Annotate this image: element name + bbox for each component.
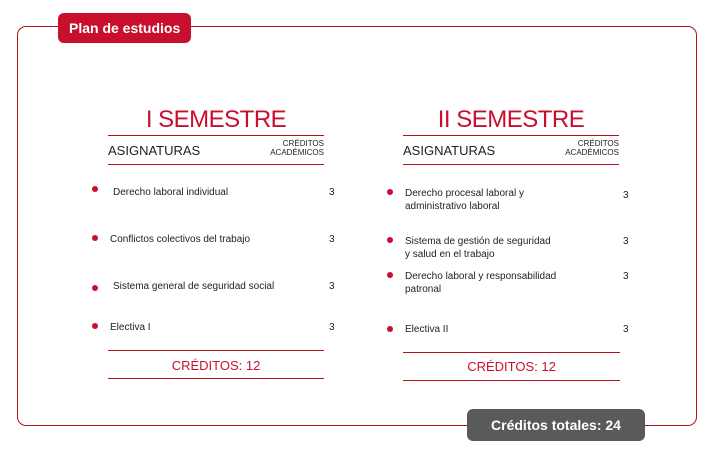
- semester-1-column-headers: [108, 136, 324, 164]
- course-credits: 3: [329, 322, 335, 333]
- bullet-icon: [387, 237, 393, 243]
- course-name: Sistema general de seguridad social: [113, 281, 275, 292]
- semester-1-credits-total: CRÉDITOS: 12: [171, 358, 261, 373]
- bullet-icon: [92, 285, 98, 291]
- semester-2-header: [403, 105, 619, 165]
- bullet-icon: [92, 235, 98, 241]
- divider: [403, 380, 620, 381]
- course-credits: 3: [329, 234, 335, 245]
- course-name: Derecho laboral y responsabilidad patronal: [405, 271, 557, 295]
- course-name: Derecho procesal laboral y administrativo laboral: [405, 188, 524, 212]
- subjects-header: ASIGNATURAS: [403, 143, 496, 158]
- bullet-icon: [387, 189, 393, 195]
- course-credits: 3: [329, 187, 335, 198]
- semester-2-title: II SEMESTRE: [437, 106, 585, 133]
- total-credits-badge: Créditos totales: 24: [467, 409, 645, 441]
- semester-2-column-headers: [403, 136, 619, 164]
- semester-1-header: [108, 105, 324, 165]
- credits-header: CRÉDITOS ACADÉMICOS: [565, 139, 619, 157]
- course-credits: 3: [329, 281, 335, 292]
- course-name: Electiva II: [405, 324, 449, 335]
- course-name: Conflictos colectivos del trabajo: [110, 234, 251, 245]
- course-name: Derecho laboral individual: [113, 187, 229, 198]
- course-name: Electiva I: [110, 322, 151, 333]
- course-credits: 3: [623, 271, 629, 282]
- credits-header: CRÉDITOS ACADÉMICOS: [270, 139, 324, 157]
- course-credits: 3: [623, 190, 629, 201]
- divider: [108, 164, 324, 165]
- bullet-icon: [92, 186, 98, 192]
- semester-1-title: I SEMESTRE: [145, 106, 287, 133]
- bullet-icon: [387, 326, 393, 332]
- page-title: Plan de estudios: [58, 13, 191, 43]
- divider: [403, 352, 620, 353]
- course-name: Sistema de gestión de seguridad y salud en el trabajo: [405, 236, 551, 260]
- divider: [403, 164, 619, 165]
- bullet-icon: [387, 272, 393, 278]
- divider: [108, 378, 324, 379]
- bullet-icon: [92, 323, 98, 329]
- course-credits: 3: [623, 324, 629, 335]
- course-credits: 3: [623, 236, 629, 247]
- subjects-header: ASIGNATURAS: [108, 143, 201, 158]
- divider: [108, 350, 324, 351]
- semester-2-credits-total: CRÉDITOS: 12: [467, 359, 556, 374]
